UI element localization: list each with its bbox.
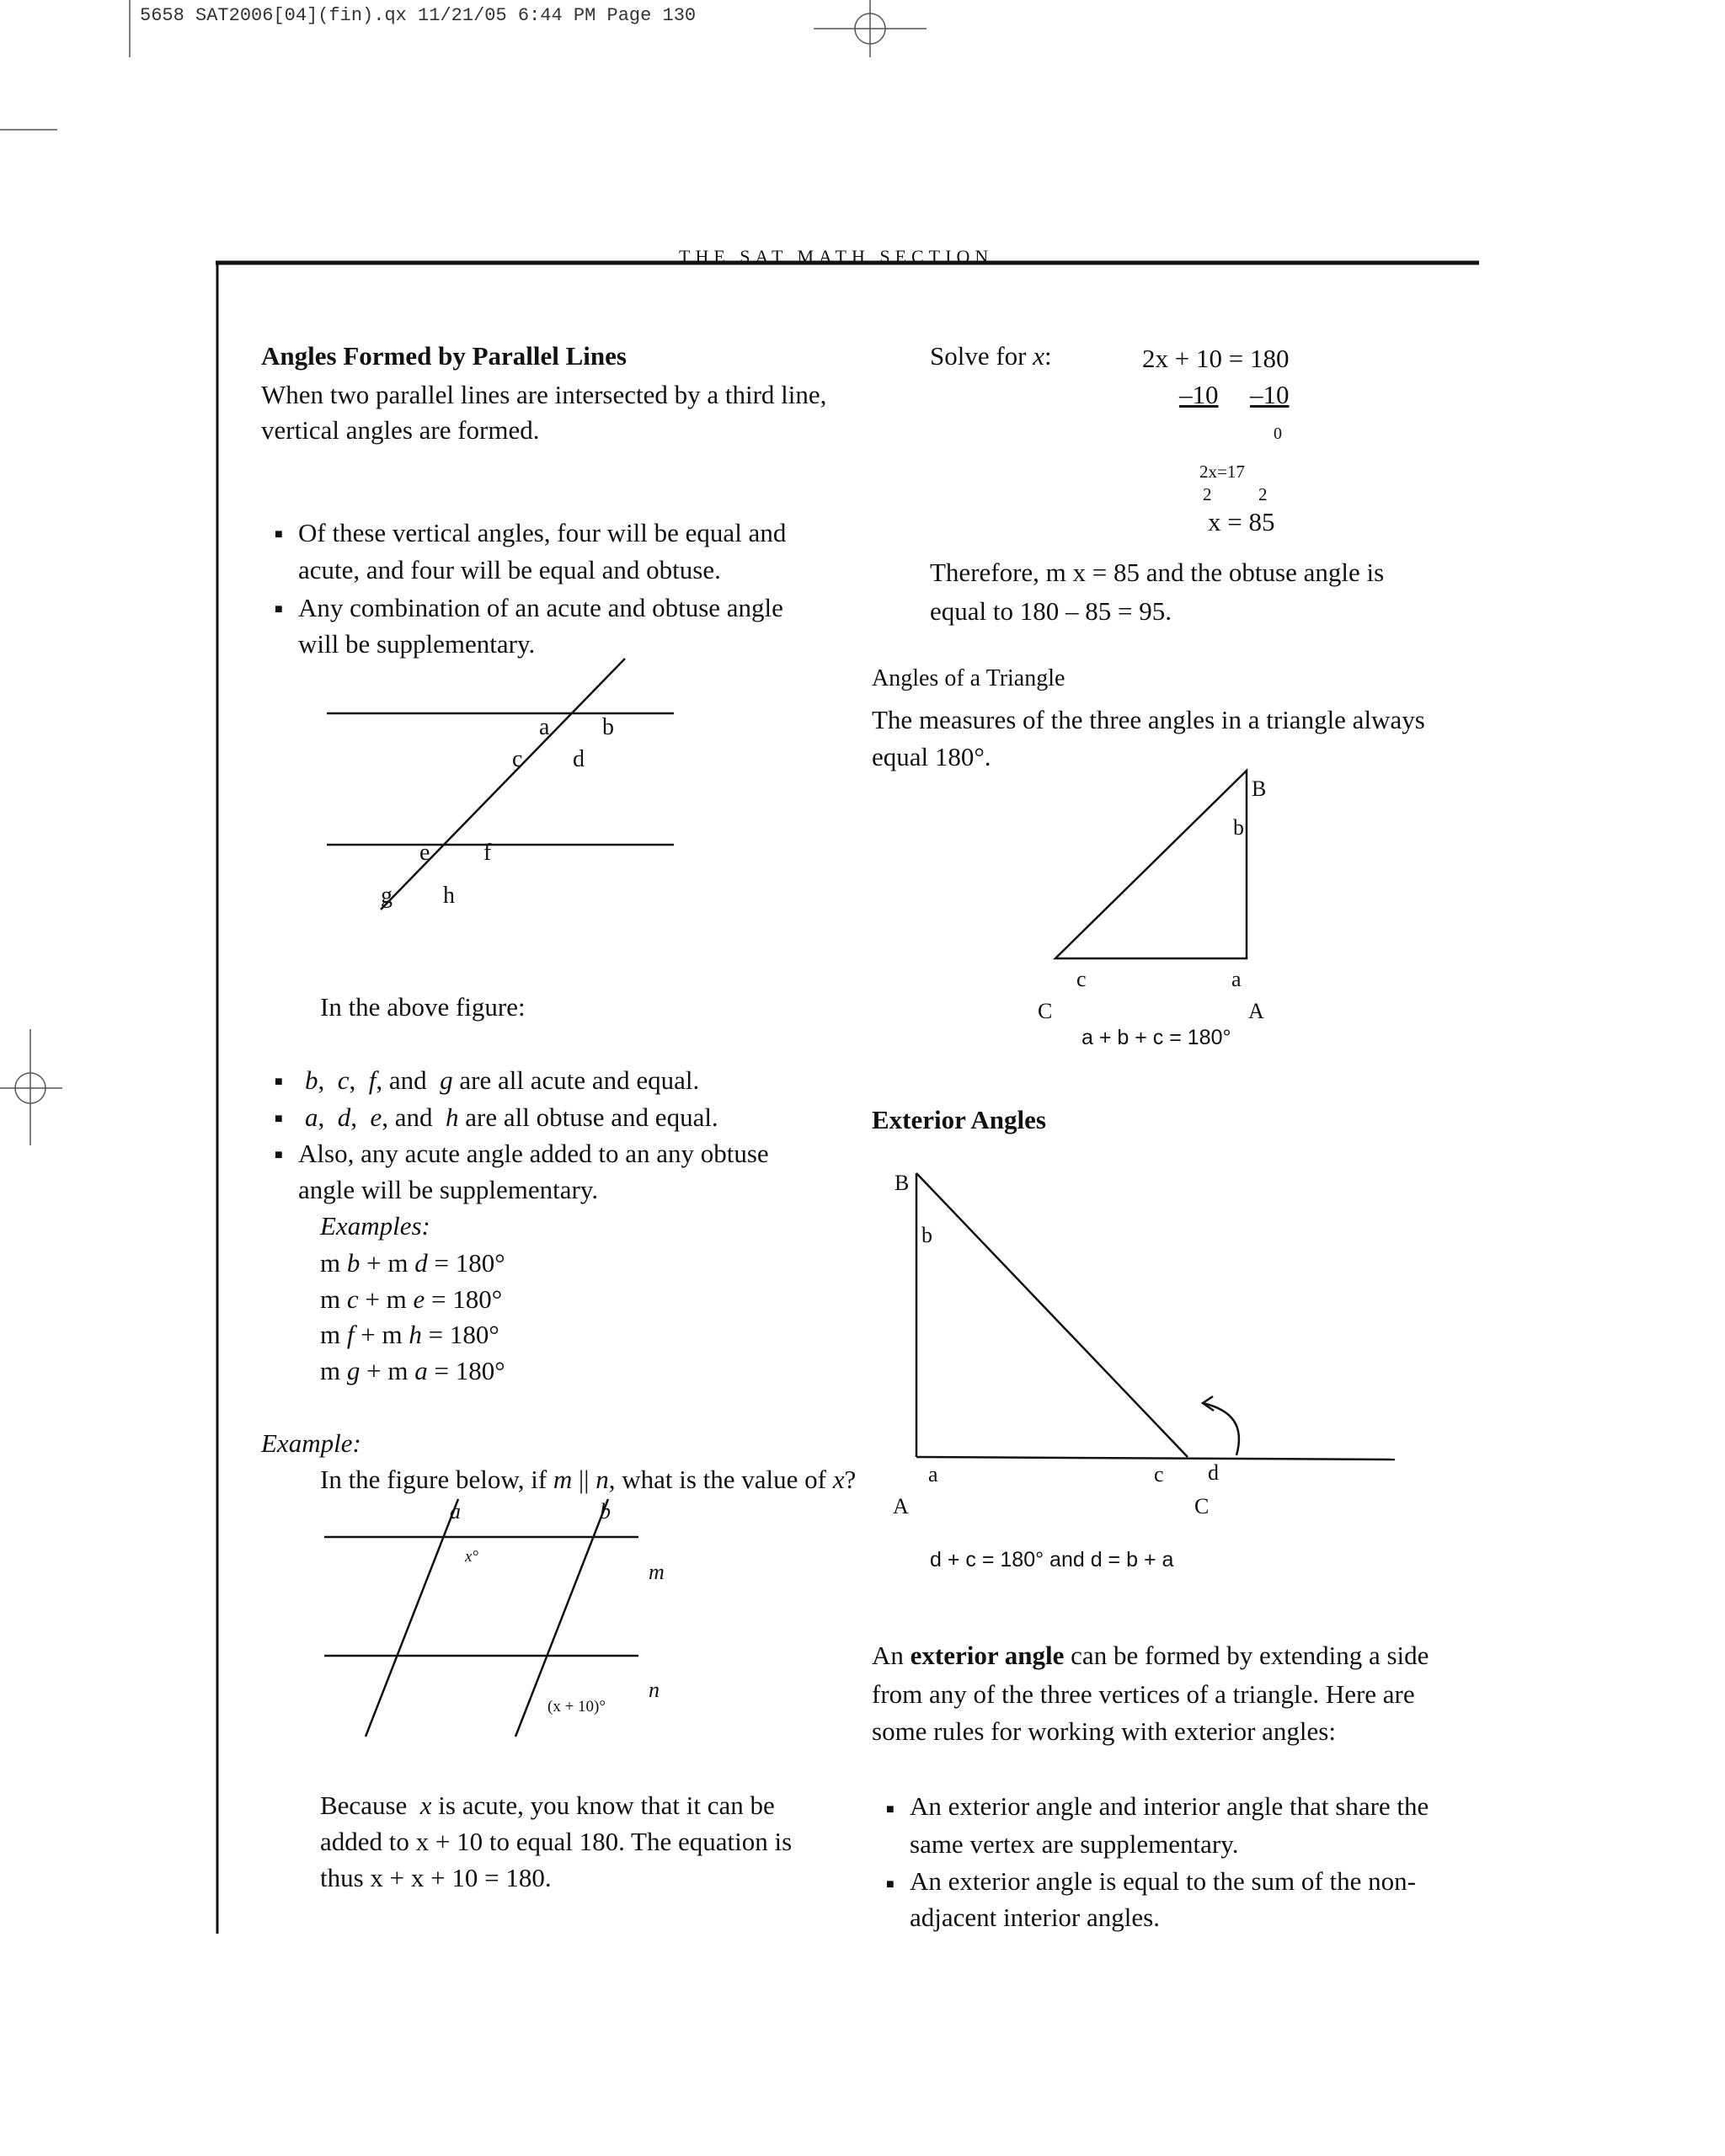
side-bc	[916, 1173, 1188, 1457]
transversal-line	[381, 659, 625, 910]
print-slug: 5658 SAT2006[04](fin).qx 11/21/05 6:44 PM Page 130	[140, 5, 697, 26]
exterior-relation: d + c = 180° and d = b + a	[930, 1548, 1174, 1572]
section-title-exterior: Exterior Angles	[872, 1105, 1046, 1134]
example-eq-4: m g + m a = 180°	[320, 1356, 505, 1385]
fig2-label-b: b	[600, 1499, 611, 1524]
fig2-label-n: n	[649, 1678, 660, 1702]
bullet-icon: ■	[275, 602, 283, 616]
therefore-line2: equal to 180 – 85 = 95.	[930, 596, 1172, 626]
fig2-label-a: a	[450, 1499, 461, 1524]
exterior-para-line2: from any of the three vertices of a triangle. Here are	[872, 1679, 1415, 1709]
example-question: In the figure below, if m || n, what is the value of x?	[320, 1465, 857, 1494]
rule2-line1: An exterior angle is equal to the sum of the non-	[910, 1866, 1416, 1896]
equation-divisor-left: 2	[1203, 484, 1212, 504]
triangle-abc	[1055, 771, 1247, 958]
triangle-vertex-C: C	[1038, 999, 1053, 1023]
exterior-angle-arrow	[1203, 1403, 1239, 1455]
triangle-vertex-B: B	[1252, 776, 1267, 801]
example-label: Example:	[261, 1428, 361, 1458]
triangle-angle-c: c	[1076, 967, 1087, 991]
bullet-icon: ■	[886, 1877, 895, 1892]
bullet2-line2: will be supplementary.	[298, 629, 536, 659]
also-line1: Also, any acute angle added to an any obtuse	[298, 1139, 769, 1168]
obtuse-rest: are all obtuse and equal.	[465, 1102, 718, 1132]
rule2-line2: adjacent interior angles.	[910, 1903, 1160, 1932]
running-header: THE SAT MATH SECTION	[679, 246, 994, 267]
angle-label-c: c	[512, 746, 523, 772]
triangle-line1: The measures of the three angles in a triangle always	[872, 705, 1425, 734]
equation-zero: 0	[1274, 424, 1282, 443]
angle-label-d: d	[573, 746, 585, 772]
angle-label-e: e	[419, 840, 430, 866]
also-line2: angle will be supplementary.	[298, 1175, 599, 1204]
fig2-label-m: m	[649, 1560, 665, 1584]
ext-angle-a: a	[928, 1462, 938, 1486]
example-eq-1: m b + m d = 180°	[320, 1248, 505, 1278]
intro-line-1: When two parallel lines are intersected by a third line,	[261, 380, 827, 409]
section-title-triangle: Angles of a Triangle	[872, 665, 1065, 691]
figure-parallel-lines	[327, 659, 674, 910]
example-eq-3: m f + m h = 180°	[320, 1320, 499, 1349]
bullet1-line2: acute, and four will be equal and obtuse.	[298, 555, 721, 584]
acute-rest: are all acute and equal.	[459, 1065, 700, 1095]
equation-2x: 2x=17	[1199, 462, 1245, 482]
word-and: and	[394, 1102, 433, 1132]
triangle-angle-b: b	[1233, 815, 1244, 840]
intro-line-2: vertical angles are formed.	[261, 415, 540, 445]
acute-statement: b, c, f, and g are all acute and equal.	[305, 1065, 700, 1095]
triangle-sum-equation: a + b + c = 180°	[1081, 1026, 1231, 1049]
exterior-para-line1: An exterior angle can be formed by extending a side	[872, 1641, 1429, 1670]
examples-label: Examples:	[320, 1211, 430, 1241]
in-above-figure: In the above figure:	[320, 992, 526, 1022]
var-b: b	[305, 1065, 318, 1095]
solve-for-label: Solve for x:	[930, 341, 1052, 371]
angle-label-b: b	[602, 714, 614, 740]
because-line2: added to x + 10 to equal 180. The equation is	[320, 1827, 793, 1856]
bullet-icon: ■	[275, 1075, 283, 1089]
equation-result: x = 85	[1208, 507, 1275, 536]
side-ac-extended	[916, 1457, 1395, 1460]
angle-label-a: a	[539, 714, 550, 740]
ext-angle-c: c	[1154, 1462, 1164, 1486]
rule1-line2: same vertex are supplementary.	[910, 1829, 1239, 1859]
var-h: h	[446, 1102, 459, 1132]
therefore-line1: Therefore, m x = 85 and the obtuse angle is	[930, 558, 1385, 587]
var-e: e	[370, 1102, 382, 1132]
ext-vertex-A: A	[893, 1494, 909, 1518]
var-d: d	[337, 1102, 351, 1132]
figure-exterior-angle	[916, 1173, 1395, 1460]
bullet-icon: ■	[275, 1112, 283, 1126]
transversal-a	[366, 1499, 458, 1737]
bullet1-line1: Of these vertical angles, four will be equal and	[298, 518, 787, 547]
var-g: g	[440, 1065, 453, 1095]
angle-label-f: f	[483, 840, 492, 866]
angle-label-g: g	[381, 883, 393, 909]
var-f: f	[368, 1065, 377, 1095]
equation-minus-10-right: –10	[1250, 380, 1290, 409]
ext-angle-d: d	[1208, 1460, 1219, 1485]
obtuse-statement: a, d, e, and h are all obtuse and equal.	[305, 1102, 718, 1132]
bullet-icon: ■	[886, 1802, 895, 1817]
equation-line-1: 2x + 10 = 180	[1142, 344, 1290, 373]
rule1-line1: An exterior angle and interior angle that share the	[910, 1791, 1429, 1821]
bullet2-line1: Any combination of an acute and obtuse angle	[298, 593, 783, 622]
ext-vertex-C: C	[1194, 1494, 1210, 1518]
triangle-vertex-A: A	[1248, 999, 1264, 1023]
ext-vertex-B: B	[895, 1171, 910, 1195]
bullet-icon: ■	[275, 527, 283, 542]
fig2-angle-x: x°	[465, 1548, 479, 1566]
var-a: a	[305, 1102, 318, 1132]
exterior-para-line3: some rules for working with exterior angles:	[872, 1716, 1336, 1746]
equation-minus-10-left: –10	[1179, 380, 1219, 409]
word-and: and	[388, 1065, 427, 1095]
triangle-line2: equal 180°.	[872, 742, 991, 771]
because-line3: thus x + x + 10 = 180.	[320, 1863, 552, 1892]
bullet-icon: ■	[275, 1148, 283, 1162]
because-line1: Because x is acute, you know that it can be	[320, 1790, 775, 1820]
fig2-angle-x10: (x + 10)°	[547, 1698, 606, 1716]
var-c: c	[337, 1065, 350, 1095]
example-eq-2: m c + m e = 180°	[320, 1284, 503, 1314]
equation-divisor-right: 2	[1258, 484, 1268, 504]
angle-label-h: h	[443, 883, 455, 909]
triangle-angle-a: a	[1231, 967, 1242, 991]
section-title-parallel: Angles Formed by Parallel Lines	[261, 341, 627, 371]
ext-angle-b: b	[921, 1223, 932, 1247]
